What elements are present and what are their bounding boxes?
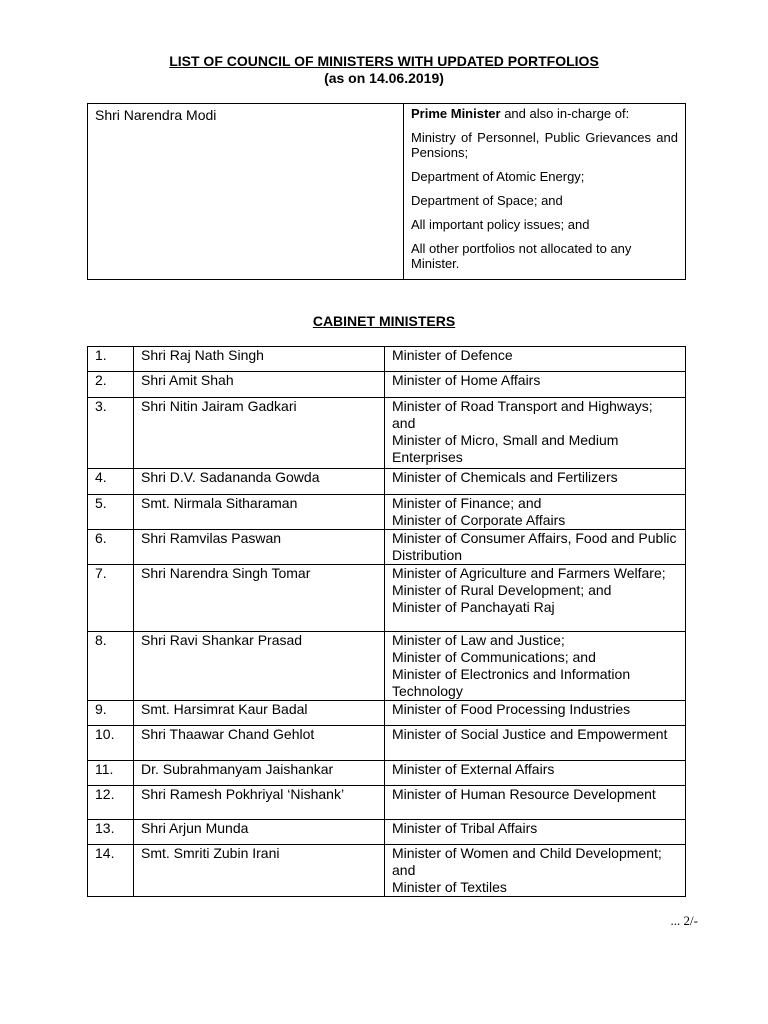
table-row [88,701,686,726]
minister-serial-number: 5. [88,495,134,530]
prime-minister-table [87,103,686,280]
minister-name: Shri Ramvilas Paswan [134,530,385,565]
minister-name: Shri Nitin Jairam Gadkari [134,398,385,469]
portfolio-line: Minister of Agriculture and Farmers Welfare; [392,565,666,581]
minister-name: Shri Arjun Munda [134,820,385,845]
minister-name: Smt. Nirmala Sitharaman [134,495,385,530]
minister-serial-number: 11. [88,761,134,786]
table-row [88,347,686,372]
minister-serial-number: 8. [88,632,134,701]
portfolio-line: Minister of Finance; and [392,495,542,511]
cabinet-ministers-table [87,346,686,897]
portfolio-line: Minister of External Affairs [392,761,555,777]
portfolio-line: Minister of Defence [392,347,513,363]
minister-portfolio [385,530,686,565]
page-subtitle: (as on 14.06.2019) [324,70,444,86]
minister-portfolio [385,820,686,845]
cabinet-ministers-body [88,347,686,897]
portfolio-line: Minister of Textiles [392,879,507,895]
table-row [88,761,686,786]
prime-minister-portfolio-item: Department of Space; and [411,193,563,208]
portfolio-line: Minister of Women and Child Development; and [392,845,662,878]
portfolio-line: Minister of Social Justice and Empowerment [392,726,668,742]
prime-minister-row [88,104,686,280]
page-title: LIST OF COUNCIL OF MINISTERS WITH UPDATED PORTFOLIOS [169,53,599,69]
minister-serial-number: 10. [88,726,134,761]
cabinet-heading: CABINET MINISTERS [312,313,456,329]
portfolio-line: Minister of Chemicals and Fertilizers [392,469,618,485]
prime-minister-portfolio-item: All important policy issues; and [411,217,590,232]
portfolio-line: Minister of Corporate Affairs [392,512,566,528]
portfolio-line: Minister of Panchayati Raj [392,599,555,615]
portfolio-line: Minister of Tribal Affairs [392,820,538,836]
portfolio-line: Minister of Home Affairs [392,372,541,388]
table-row [88,565,686,632]
minister-name: Shri Narendra Singh Tomar [134,565,385,632]
table-row [88,845,686,897]
minister-serial-number: 7. [88,565,134,632]
prime-minister-portfolios [404,104,686,280]
minister-portfolio [385,398,686,469]
minister-name: Shri Raj Nath Singh [134,347,385,372]
minister-name: Shri Amit Shah [134,372,385,398]
minister-portfolio [385,347,686,372]
minister-portfolio [385,469,686,495]
table-row [88,632,686,701]
portfolio-line: Minister of Consumer Affairs, Food and Public Distribution [392,530,677,563]
minister-name: Shri Ramesh Pokhriyal ‘Nishank’ [134,786,385,820]
minister-name: Dr. Subrahmanyam Jaishankar [134,761,385,786]
minister-portfolio [385,632,686,701]
minister-serial-number: 14. [88,845,134,897]
minister-serial-number: 3. [88,398,134,469]
minister-name: Smt. Harsimrat Kaur Badal [134,701,385,726]
table-row [88,398,686,469]
minister-portfolio [385,372,686,398]
portfolio-line: Minister of Communications; and [392,649,596,665]
minister-serial-number: 9. [88,701,134,726]
prime-minister-role [411,106,678,121]
portfolio-line: Minister of Food Processing Industries [392,701,631,717]
table-row [88,495,686,530]
minister-portfolio [385,701,686,726]
portfolio-line: Minister of Law and Justice; [392,632,565,648]
minister-name: Shri Thaawar Chand Gehlot [134,726,385,761]
minister-serial-number: 13. [88,820,134,845]
minister-serial-number: 12. [88,786,134,820]
table-row [88,469,686,495]
portfolio-line: Minister of Micro, Small and Medium Enterprises [392,432,619,465]
minister-serial-number: 1. [88,347,134,372]
prime-minister-role-bold: Prime Minister [411,106,501,121]
portfolio-line: Minister of Rural Development; and [392,582,612,598]
minister-name: Shri Ravi Shankar Prasad [134,632,385,701]
minister-portfolio [385,845,686,897]
minister-portfolio [385,786,686,820]
minister-portfolio [385,761,686,786]
table-row [88,530,686,565]
minister-serial-number: 6. [88,530,134,565]
table-row [88,820,686,845]
table-row [88,786,686,820]
prime-minister-portfolio-item: All other portfolios not allocated to any Minister. [411,241,632,271]
portfolio-line: Minister of Electronics and Information Technology [392,666,631,699]
minister-portfolio [385,565,686,632]
table-row [88,726,686,761]
minister-name: Shri D.V. Sadananda Gowda [134,469,385,495]
page-continuation-marker: ... 2/- [670,913,698,928]
portfolio-line: Minister of Road Transport and Highways; and [392,398,653,431]
prime-minister-portfolio-item: Department of Atomic Energy; [411,169,585,184]
minister-serial-number: 4. [88,469,134,495]
minister-portfolio [385,495,686,530]
minister-serial-number: 2. [88,372,134,398]
table-row [88,372,686,398]
portfolio-line: Minister of Human Resource Development [392,786,656,802]
prime-minister-portfolio-item: Ministry of Personnel, Public Grievances and Pensions; [411,130,678,160]
prime-minister-role-rest: and also in-charge of: [500,106,630,121]
minister-portfolio [385,726,686,761]
minister-name: Smt. Smriti Zubin Irani [134,845,385,897]
prime-minister-name: Shri Narendra Modi [88,104,404,280]
